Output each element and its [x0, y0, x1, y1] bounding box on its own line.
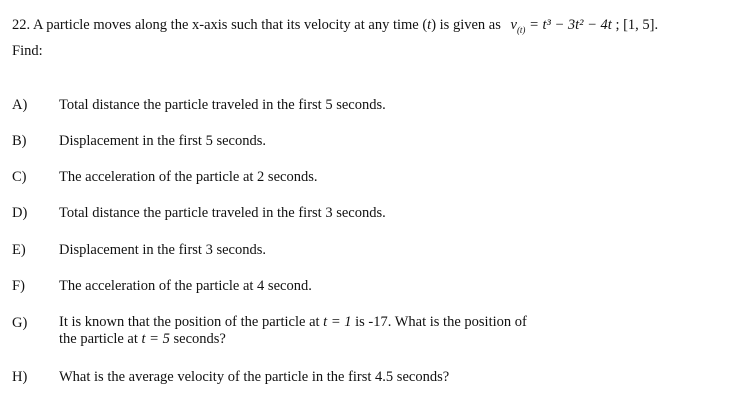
item-text-part: It is known that the position of the particle at	[59, 314, 324, 330]
velocity-interval: ; [1, 5].	[615, 17, 659, 33]
velocity-symbol: v	[510, 17, 517, 33]
item-text: Total distance the particle traveled in the first 5 seconds.	[59, 97, 386, 113]
item-text: What is the average velocity of the particle in the first 4.5 seconds?	[59, 369, 450, 385]
item-text	[59, 314, 599, 349]
item-text: The acceleration of the particle at 4 second.	[59, 278, 312, 294]
item-text-line-1	[59, 314, 527, 330]
velocity-expression	[511, 17, 659, 33]
item-text: Displacement in the first 3 seconds.	[59, 242, 266, 258]
question-stem-prefix: A particle moves along the x-axis such that its velocity at any time (	[32, 17, 428, 33]
item-text-part: the particle at	[59, 331, 142, 348]
item-math-t5: t = 5	[141, 331, 170, 348]
item-text: The acceleration of the particle at 2 seconds.	[59, 169, 318, 185]
question-stem-line	[12, 16, 724, 34]
item-label: H)	[12, 369, 28, 385]
item-label: A)	[12, 97, 28, 113]
item-text: Total distance the particle traveled in the first 3 seconds.	[59, 205, 386, 221]
item-label: D)	[12, 205, 28, 221]
question-stem	[12, 16, 724, 34]
stem-variable-t: t	[427, 17, 432, 33]
find-label: Find:	[12, 43, 43, 59]
item-math-t1: t = 1	[323, 314, 352, 330]
item-text-part: seconds?	[169, 331, 226, 348]
item-text-line-2	[59, 331, 226, 347]
item-label: F)	[12, 278, 25, 294]
item-label: E)	[12, 242, 26, 258]
velocity-subscript: (t)	[516, 24, 526, 35]
item-label: B)	[12, 133, 27, 149]
item-text-part: is -17. What is the position of	[351, 314, 527, 330]
item-text: Displacement in the first 5 seconds.	[59, 133, 266, 149]
question-stem-suffix: ) is given as	[431, 17, 501, 33]
item-label: C)	[12, 169, 27, 185]
velocity-equation: = t³ − 3t² − 4t	[529, 17, 612, 33]
question-number: 22.	[12, 17, 31, 33]
item-label: G)	[12, 315, 28, 331]
